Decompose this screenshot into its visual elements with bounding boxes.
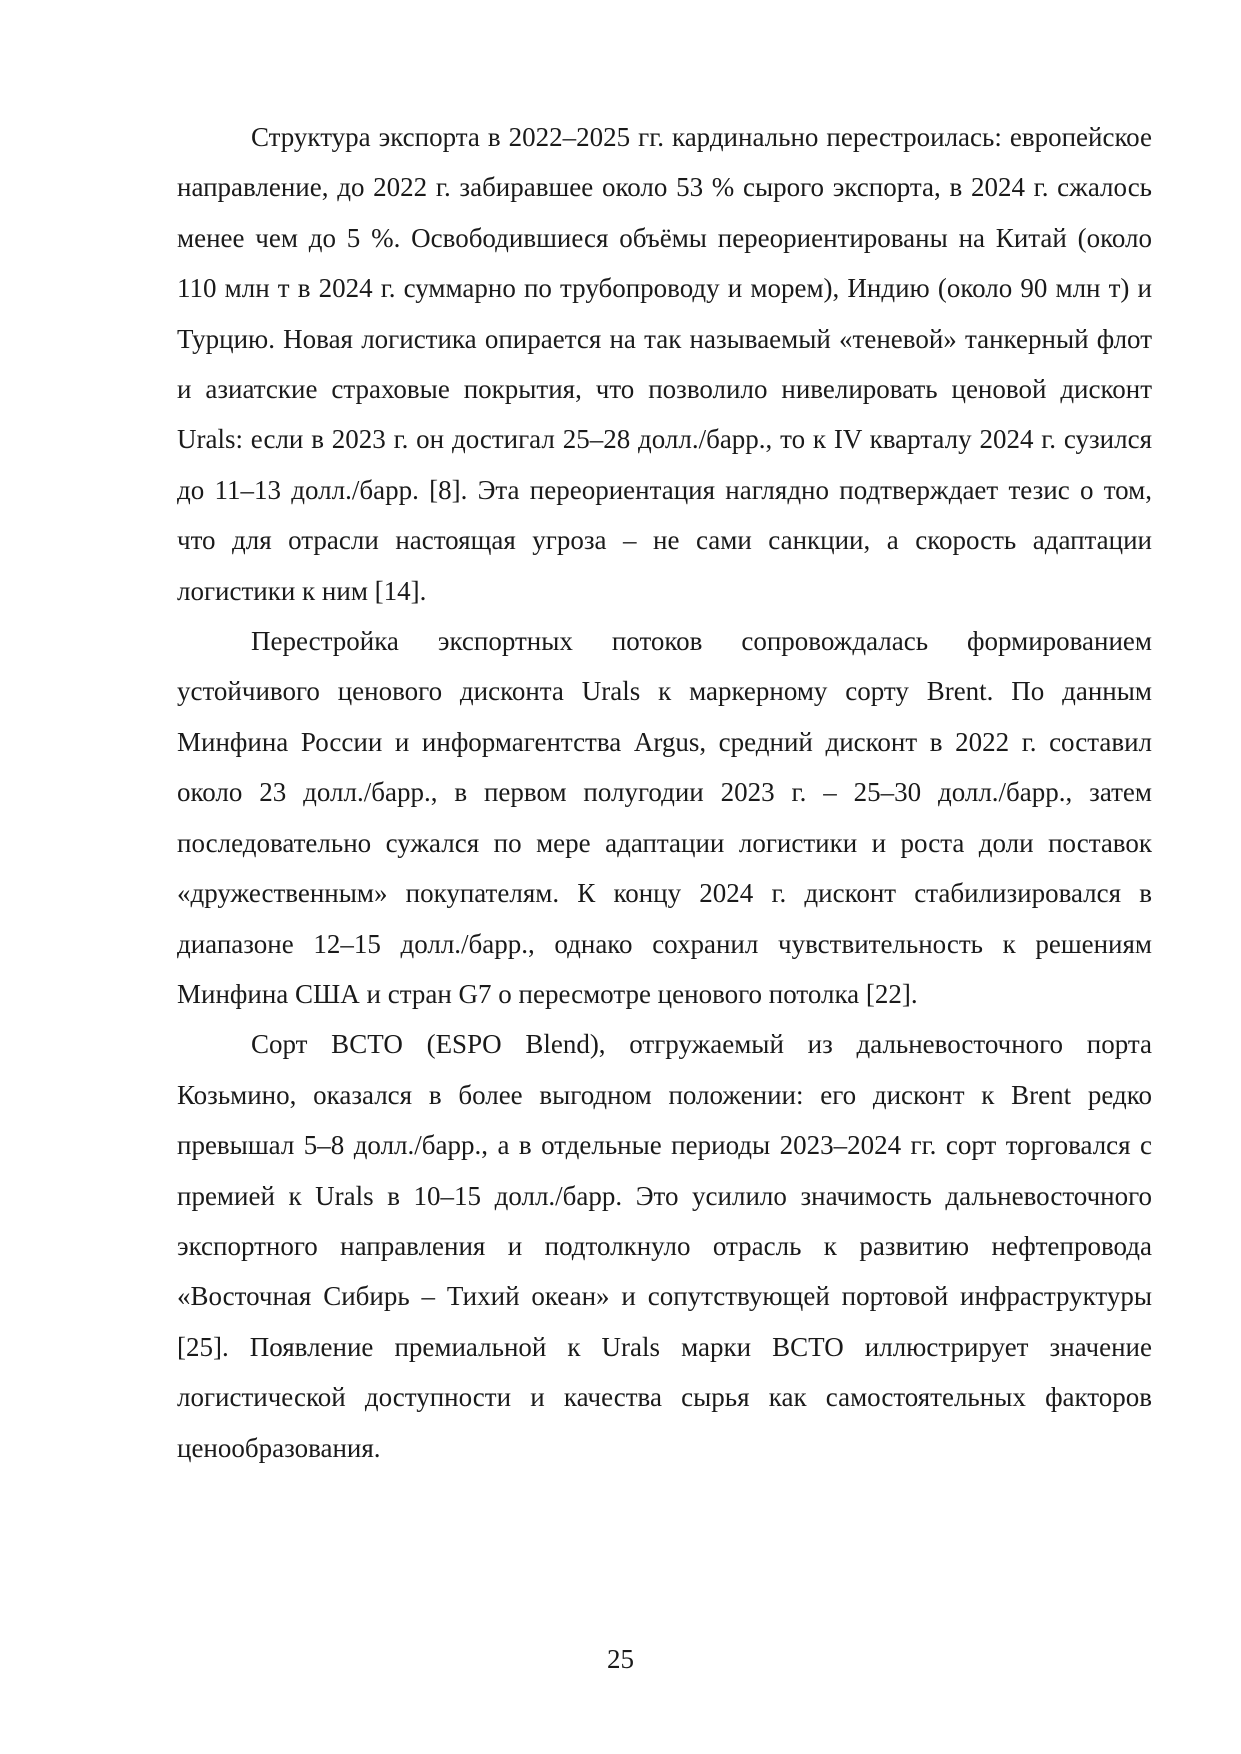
paragraph-urals-discount: Перестройка экспортных потоков сопровождалась формированием устойчивого ценового дисконта Urals к маркерному сорту Brent. По данным Минфина России и информагентства Argus, средний дисконт в 2022 г. составил около 23 долл./барр., в первом полугодии 2023 г. – 25–30 долл./барр., затем последовательно сужался по мере адаптации логистики и роста доли поставок «дружественным» покупателям. К концу 2024 г. дисконт стабилизировался в диапазоне 12–15 долл./барр., однако сохранил чувствительность к решениям Минфина США и стран G7 о пересмотре ценового потолка [22]. bbox=[177, 626, 1152, 1009]
body-text bbox=[177, 112, 1152, 1473]
paragraph-export-structure: Структура экспорта в 2022–2025 гг. кардинально перестроилась: европейское направление, до 2022 г. забиравшее около 53 % сырого экспорта, в 2024 г. сжалось менее чем до 5 %. Освободившиеся объёмы переориентированы на Китай (около 110 млн т в 2024 г. суммарно по трубопроводу и морем), Индию (около 90 млн т) и Турцию. Новая логистика опирается на так называемый «теневой» танкерный флот и азиатские страховые покрытия, что позволило нивелировать ценовой дисконт Urals: если в 2023 г. он достигал 25–28 долл./барр., то к IV кварталу 2024 г. сузился до 11–13 долл./барр. [8]. Эта переориентация наглядно подтверждает тезис о том, что для отрасли настоящая угроза – не сами санкции, а скорость адаптации логистики к ним [14]. bbox=[177, 122, 1152, 606]
page-number: 25 bbox=[607, 1644, 634, 1674]
paragraph-espo-blend: Сорт ВСТО (ESPO Blend), отгружаемый из дальневосточного порта Козьмино, оказался в более выгодном положении: его дисконт к Brent редко превышал 5–8 долл./барр., а в отдельные периоды 2023–2024 гг. сорт торговался с премией к Urals в 10–15 долл./барр. Это усилило значимость дальневосточного экспортного направления и подтолкнуло отрасль к развитию нефтепровода «Восточная Сибирь – Тихий океан» и сопутствующей портовой инфраструктуры [25]. Появление премиальной к Urals марки ВСТО иллюстрирует значение логистической доступности и качества сырья как самостоятельных факторов ценообразования. bbox=[177, 1029, 1152, 1463]
